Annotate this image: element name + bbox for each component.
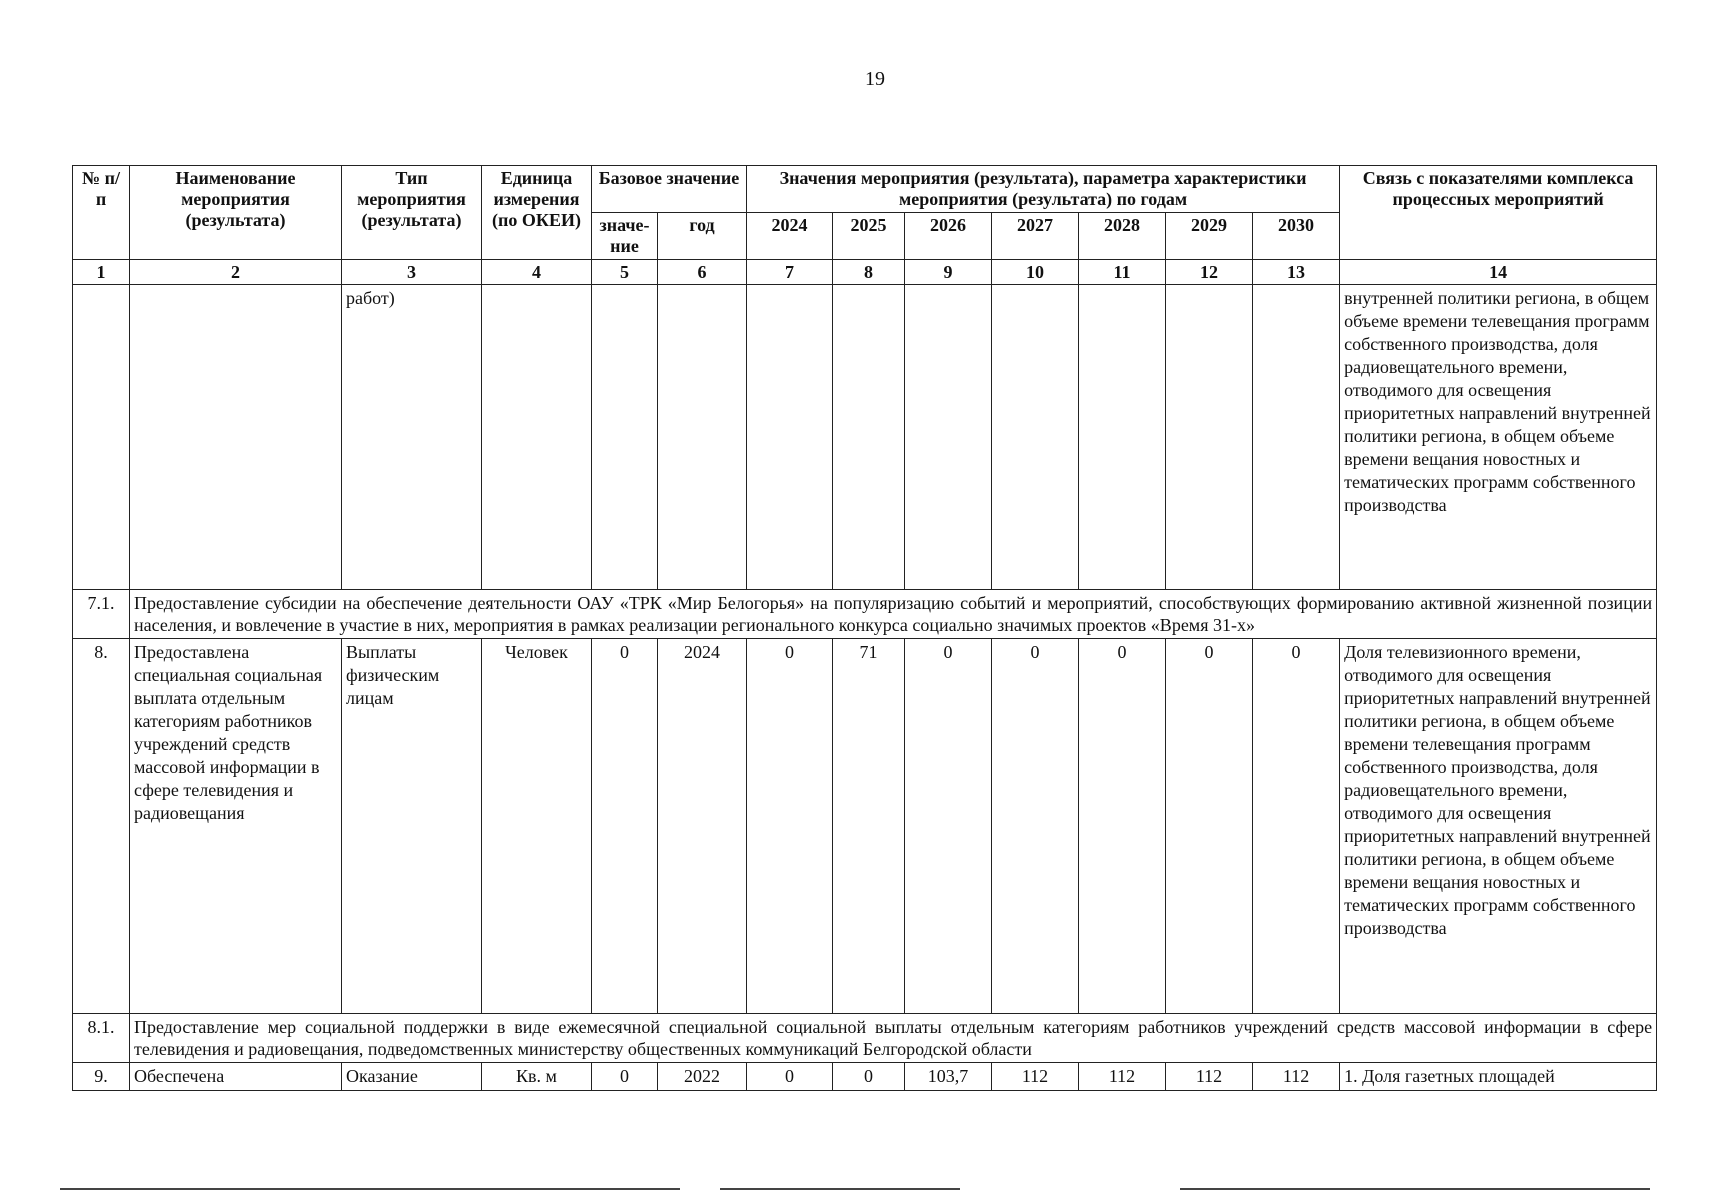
cell-base-year: 2024 — [658, 639, 747, 1014]
cell-value: 0 — [1166, 639, 1253, 1014]
cell-base-value — [592, 285, 658, 590]
header-row-1 — [73, 166, 1657, 213]
cell-no: 8.1. — [73, 1014, 130, 1063]
cell-value: 112 — [1253, 1063, 1340, 1091]
header-base-year: год — [658, 213, 747, 260]
cell-unit: Кв. м — [482, 1063, 592, 1091]
header-link: Связь с показателями комплекса процессных мероприятий — [1340, 166, 1657, 260]
cell-value — [992, 285, 1079, 590]
cell-base-year — [658, 285, 747, 590]
cell-value: 103,7 — [905, 1063, 992, 1091]
column-number: 5 — [592, 260, 658, 285]
column-number: 7 — [747, 260, 833, 285]
cell-value — [1253, 285, 1340, 590]
cell-no — [73, 285, 130, 590]
cell-value — [747, 285, 833, 590]
scan-mark — [1180, 1188, 1650, 1190]
cell-description: Предоставление субсидии на обеспечение деятельности ОАУ «ТРК «Мир Белогорья» на популяризацию событий и мероприятий, способствующих формированию активной жизненной позиции населения, и вовлечение в участие в них, мероприятия в рамках реализации регионального конкурса социально значимых проектов «Время 31-х» — [130, 590, 1657, 639]
cell-value: 0 — [747, 639, 833, 1014]
header-year: 2028 — [1079, 213, 1166, 260]
cell-type: Выплаты физическим лицам — [342, 639, 482, 1014]
cell-value: 0 — [1253, 639, 1340, 1014]
header-unit: Единица измерения (по ОКЕИ) — [482, 166, 592, 260]
cell-value: 71 — [833, 639, 905, 1014]
cell-name: Предоставлена специальная социальная выплата отдельным категориям работников учреждений средств массовой информации в сфере телевидения и радиовещания — [130, 639, 342, 1014]
header-year: 2030 — [1253, 213, 1340, 260]
column-number: 12 — [1166, 260, 1253, 285]
header-values: Значения мероприятия (результата), параметра характеристики мероприятия (результата) по годам — [747, 166, 1340, 213]
page-number: 19 — [865, 68, 885, 90]
cell-base-value: 0 — [592, 639, 658, 1014]
cell-type: Оказание — [342, 1063, 482, 1091]
column-number: 2 — [130, 260, 342, 285]
cell-base-year: 2022 — [658, 1063, 747, 1091]
scan-edge-marks — [0, 1188, 1710, 1192]
header-base: Базовое значение — [592, 166, 747, 213]
table-row-8 — [73, 639, 1657, 1014]
scan-mark — [60, 1188, 680, 1190]
cell-value: 112 — [992, 1063, 1079, 1091]
table-row-7-1 — [73, 590, 1657, 639]
header-year: 2026 — [905, 213, 992, 260]
cell-value: 0 — [747, 1063, 833, 1091]
column-number: 10 — [992, 260, 1079, 285]
cell-value — [1079, 285, 1166, 590]
header-year: 2029 — [1166, 213, 1253, 260]
column-number: 8 — [833, 260, 905, 285]
cell-link: Доля телевизионного времени, отводимого для освещения приоритетных направлений внутренней политики региона, в общем объеме времени телевещания программ собственного производства, доля радиовещательного времени, отводимого для освещения приоритетных направлений внутренней политики региона, в общем объеме времени вещания новостных и тематических программ собственного производства — [1340, 639, 1657, 1014]
column-number: 6 — [658, 260, 747, 285]
cell-name — [130, 285, 342, 590]
cell-link: 1. Доля газетных площадей — [1340, 1063, 1657, 1091]
column-number: 3 — [342, 260, 482, 285]
header-no: № п/п — [73, 166, 130, 260]
table-row-continuation — [73, 285, 1657, 590]
column-number: 14 — [1340, 260, 1657, 285]
scan-mark — [720, 1188, 960, 1190]
cell-link: внутренней политики региона, в общем объеме времени телевещания программ собственного производства, доля радиовещательного времени, отводимого для освещения приоритетных направлений внутренней политики региона, в общем объеме времени вещания новостных и тематических программ собственного производства — [1340, 285, 1657, 590]
header-year: 2027 — [992, 213, 1079, 260]
header-year: 2024 — [747, 213, 833, 260]
cell-value: 112 — [1079, 1063, 1166, 1091]
column-numbers-row — [73, 260, 1657, 285]
column-number: 4 — [482, 260, 592, 285]
table-row-9 — [73, 1063, 1657, 1091]
column-number: 1 — [73, 260, 130, 285]
header-name: Наименование мероприятия (результата) — [130, 166, 342, 260]
cell-value: 0 — [833, 1063, 905, 1091]
column-number: 11 — [1079, 260, 1166, 285]
header-year: 2025 — [833, 213, 905, 260]
cell-value: 0 — [992, 639, 1079, 1014]
cell-description: Предоставление мер социальной поддержки в виде ежемесячной специальной социальной выплаты отдельным категориям работников учреждений средств массовой информации в сфере телевидения и радиовещания, подведомственных министерству общественных коммуникаций Белгородской области — [130, 1014, 1657, 1063]
header-base-value: значе-ние — [592, 213, 658, 260]
column-number: 13 — [1253, 260, 1340, 285]
table-row-8-1 — [73, 1014, 1657, 1063]
cell-value: 0 — [905, 639, 992, 1014]
cell-no: 7.1. — [73, 590, 130, 639]
cell-name: Обеспечена — [130, 1063, 342, 1091]
cell-type: работ) — [342, 285, 482, 590]
cell-no: 8. — [73, 639, 130, 1014]
cell-unit — [482, 285, 592, 590]
cell-value — [905, 285, 992, 590]
cell-value: 0 — [1079, 639, 1166, 1014]
column-number: 9 — [905, 260, 992, 285]
cell-no: 9. — [73, 1063, 130, 1091]
activities-table — [72, 165, 1657, 1091]
cell-value — [833, 285, 905, 590]
cell-value: 112 — [1166, 1063, 1253, 1091]
cell-base-value: 0 — [592, 1063, 658, 1091]
cell-value — [1166, 285, 1253, 590]
cell-unit: Человек — [482, 639, 592, 1014]
header-type: Тип мероприятия (результата) — [342, 166, 482, 260]
